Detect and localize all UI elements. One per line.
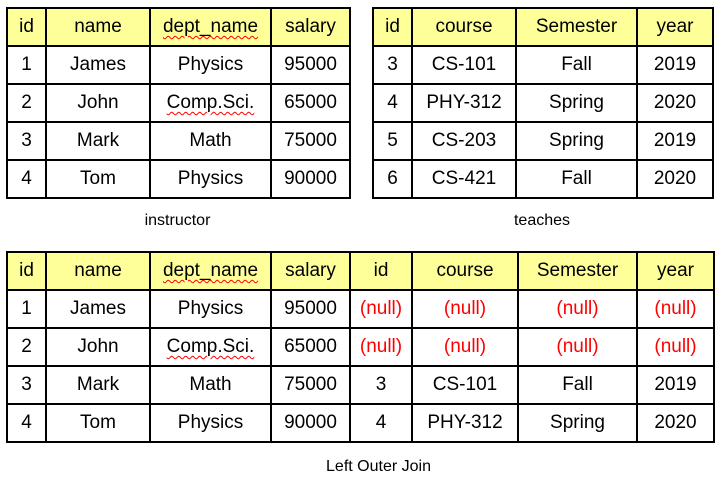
header-cell: id	[7, 8, 46, 46]
cell: Fall	[516, 46, 637, 84]
cell: Math	[150, 122, 271, 160]
table-row	[7, 122, 350, 160]
cell: 2020	[637, 404, 714, 442]
cell: 4	[7, 160, 46, 198]
cell: Mark	[46, 366, 150, 404]
cell: Spring	[516, 122, 637, 160]
cell: 65000	[271, 328, 350, 366]
header-cell: dept_name	[150, 252, 271, 290]
table-row	[7, 290, 714, 328]
cell: PHY-312	[412, 404, 518, 442]
cell: 3	[373, 46, 412, 84]
teaches-table	[372, 7, 714, 199]
table-row	[373, 84, 713, 122]
cell: 95000	[271, 290, 350, 328]
header-cell: course	[412, 252, 518, 290]
cell: Comp.Sci.	[150, 84, 271, 122]
null-cell: (null)	[412, 328, 518, 366]
cell: Physics	[150, 160, 271, 198]
header-cell: year	[637, 8, 713, 46]
cell: 2020	[637, 160, 713, 198]
cell: 95000	[271, 46, 350, 84]
cell: 75000	[271, 366, 350, 404]
null-cell: (null)	[518, 290, 637, 328]
cell: 5	[373, 122, 412, 160]
header-cell: year	[637, 252, 714, 290]
cell: 4	[350, 404, 412, 442]
table-header-row	[7, 252, 714, 290]
cell: Physics	[150, 404, 271, 442]
table-row	[7, 84, 350, 122]
table-row	[7, 366, 714, 404]
table-row	[7, 160, 350, 198]
header-cell: salary	[271, 252, 350, 290]
cell: CS-101	[412, 46, 516, 84]
cell: Physics	[150, 46, 271, 84]
header-cell: id	[7, 252, 46, 290]
header-cell: Semester	[516, 8, 637, 46]
teaches-caption: teaches	[513, 212, 571, 229]
table-row	[7, 404, 714, 442]
table-row	[373, 46, 713, 84]
cell: Math	[150, 366, 271, 404]
table-row	[7, 46, 350, 84]
cell: PHY-312	[412, 84, 516, 122]
cell: 1	[7, 46, 46, 84]
cell: Mark	[46, 122, 150, 160]
cell: 4	[373, 84, 412, 122]
cell: 3	[7, 122, 46, 160]
header-cell: course	[412, 8, 516, 46]
cell: 1	[7, 290, 46, 328]
cell: James	[46, 290, 150, 328]
cell: 4	[7, 404, 46, 442]
cell: 90000	[271, 404, 350, 442]
cell: 2	[7, 328, 46, 366]
cell: 3	[350, 366, 412, 404]
cell: 65000	[271, 84, 350, 122]
header-cell: dept_name	[150, 8, 271, 46]
join-caption: Left Outer Join	[326, 458, 431, 475]
null-cell: (null)	[350, 328, 412, 366]
cell: 2	[7, 84, 46, 122]
header-cell: name	[46, 252, 150, 290]
cell: Spring	[518, 404, 637, 442]
cell: 2019	[637, 122, 713, 160]
cell: Spring	[516, 84, 637, 122]
cell: 2019	[637, 366, 714, 404]
null-cell: (null)	[637, 290, 714, 328]
cell: 6	[373, 160, 412, 198]
null-cell: (null)	[518, 328, 637, 366]
null-cell: (null)	[412, 290, 518, 328]
cell: 90000	[271, 160, 350, 198]
cell: 2020	[637, 84, 713, 122]
instructor-caption: instructor	[144, 212, 211, 229]
cell: John	[46, 84, 150, 122]
cell: 3	[7, 366, 46, 404]
instructor-table	[6, 7, 351, 199]
cell: John	[46, 328, 150, 366]
header-cell: Semester	[518, 252, 637, 290]
table-row	[7, 328, 714, 366]
cell: Fall	[516, 160, 637, 198]
cell: 75000	[271, 122, 350, 160]
cell: Comp.Sci.	[150, 328, 271, 366]
header-cell: id	[350, 252, 412, 290]
null-cell: (null)	[637, 328, 714, 366]
cell: James	[46, 46, 150, 84]
cell: CS-203	[412, 122, 516, 160]
table-row	[373, 160, 713, 198]
left-outer-join-table	[6, 251, 715, 443]
table-row	[373, 122, 713, 160]
table-header-row	[373, 8, 713, 46]
cell: Fall	[518, 366, 637, 404]
header-cell: id	[373, 8, 412, 46]
null-cell: (null)	[350, 290, 412, 328]
cell: CS-421	[412, 160, 516, 198]
table-header-row	[7, 8, 350, 46]
header-cell: name	[46, 8, 150, 46]
cell: Physics	[150, 290, 271, 328]
header-cell: salary	[271, 8, 350, 46]
cell: Tom	[46, 404, 150, 442]
cell: Tom	[46, 160, 150, 198]
cell: 2019	[637, 46, 713, 84]
cell: CS-101	[412, 366, 518, 404]
